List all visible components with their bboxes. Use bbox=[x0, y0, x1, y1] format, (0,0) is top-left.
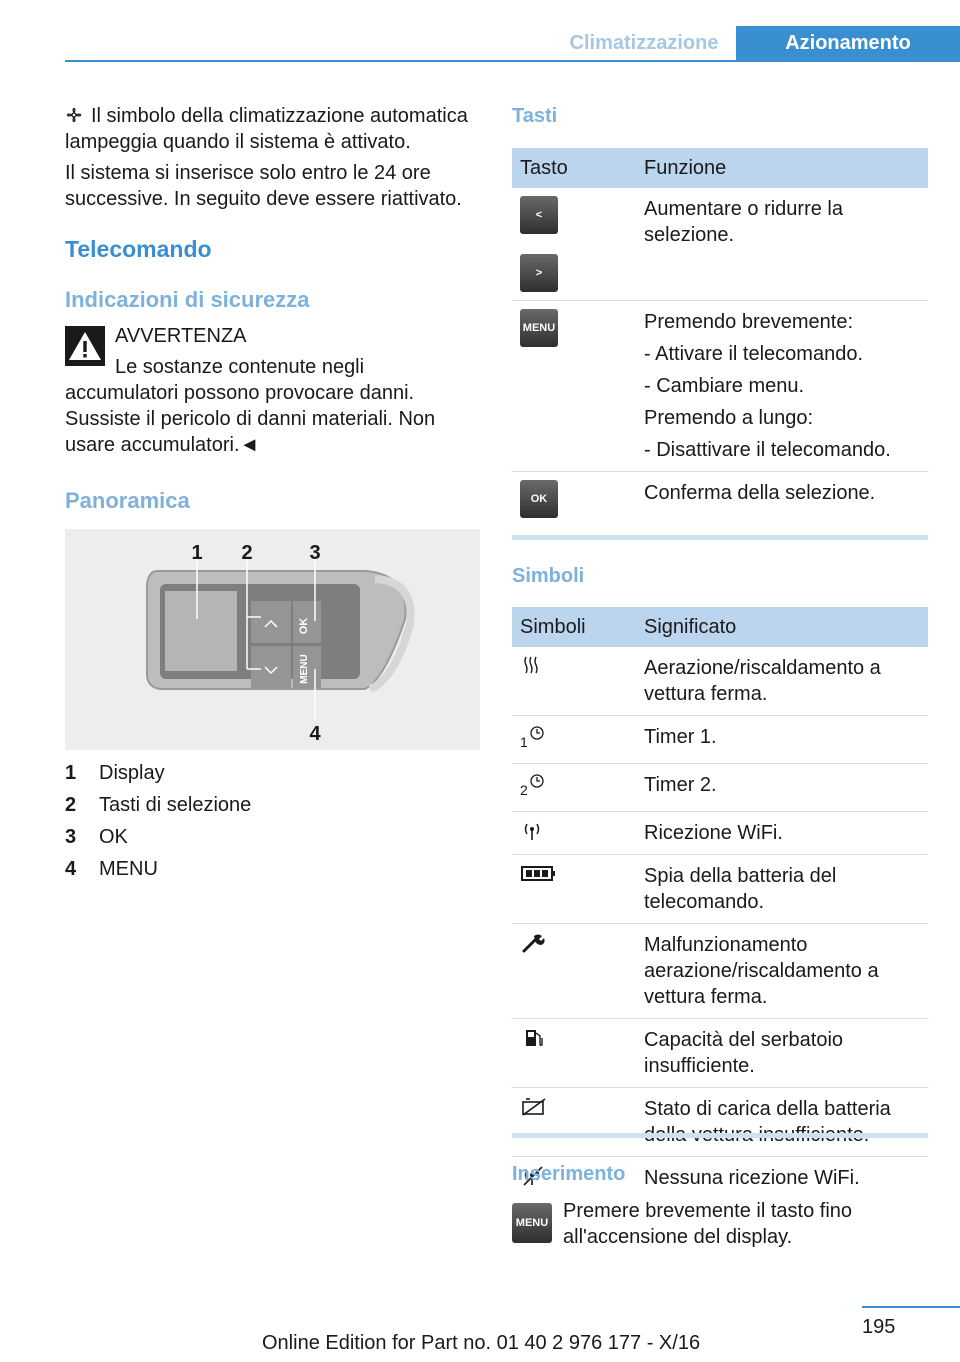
legend-item: 2 Tasti di selezione bbox=[65, 794, 252, 816]
left-arrow-key-icon: < bbox=[520, 196, 558, 234]
symbol-meaning: Ricezione WiFi. bbox=[636, 812, 928, 855]
symbol-meaning: Spia della batteria del telecomando. bbox=[636, 855, 928, 924]
table-row bbox=[512, 764, 928, 812]
heading-keys: Tasti bbox=[512, 105, 558, 127]
symbols-table bbox=[512, 607, 928, 1199]
function-text: Aumentare o ridurre la selezione. bbox=[644, 198, 843, 246]
remote-battery-icon bbox=[520, 863, 558, 885]
column-header-symbols: Simboli bbox=[512, 607, 636, 647]
table-row bbox=[512, 812, 928, 855]
right-arrow-key-icon: > bbox=[520, 254, 558, 292]
fan-icon bbox=[65, 106, 83, 124]
table-row bbox=[512, 188, 928, 301]
column-header-meaning: Significato bbox=[636, 607, 928, 647]
legend-item: 3 OK bbox=[65, 826, 128, 848]
table-row bbox=[512, 647, 928, 716]
function-text: - Disattivare il telecomando. bbox=[644, 439, 891, 461]
ventilation-heating-icon bbox=[520, 655, 548, 677]
column-header-function: Funzione bbox=[636, 148, 928, 188]
table-end-rule bbox=[512, 535, 928, 540]
table-row bbox=[512, 855, 928, 924]
chapter-title: Azionamento bbox=[736, 26, 960, 60]
header-rule bbox=[65, 60, 960, 62]
activation-paragraph: Il sistema si inserisce solo entro le 24 ore successive. In seguito deve essere riattivato. bbox=[65, 162, 462, 210]
legend-item: 4 MENU bbox=[65, 858, 158, 880]
timer-number: 2 bbox=[520, 782, 528, 798]
page-number: 195 bbox=[862, 1316, 896, 1338]
table-header-row bbox=[512, 607, 928, 647]
heading-overview: Panoramica bbox=[65, 488, 190, 513]
function-text: - Attivare il telecomando. bbox=[644, 343, 863, 365]
function-text: Premendo a lungo: bbox=[644, 407, 814, 429]
table-row bbox=[512, 1019, 928, 1088]
symbol-meaning: Capacità del serbatoio insufficiente. bbox=[636, 1019, 928, 1088]
symbol-meaning: Aerazione/riscaldamento a vettura ferma. bbox=[636, 647, 928, 716]
table-row bbox=[512, 1088, 928, 1157]
function-text: - Cambiare menu. bbox=[644, 375, 805, 397]
fuel-pump-icon bbox=[520, 1027, 548, 1049]
figure-menu-key: MENU bbox=[299, 654, 310, 684]
heading-insert: Inserimento bbox=[512, 1163, 626, 1185]
menu-key-icon: MENU bbox=[520, 309, 558, 347]
table-row bbox=[512, 301, 928, 472]
column-header-key: Tasto bbox=[512, 148, 636, 188]
heading-remote: Telecomando bbox=[65, 236, 212, 262]
timer-number: 1 bbox=[520, 734, 528, 750]
callout-3: 3 bbox=[309, 542, 321, 564]
function-text: Premendo brevemente: bbox=[644, 311, 854, 333]
symbol-meaning: Malfunzionamento aerazione/riscaldamento a vettura ferma. bbox=[636, 924, 928, 1019]
heading-symbols: Simboli bbox=[512, 565, 585, 587]
auto-climate-paragraph: Il simbolo della climatizzazione automatica lampeggia quando il sistema è attivato. bbox=[65, 105, 468, 153]
timer-2-icon bbox=[528, 772, 546, 790]
remote-control-figure bbox=[65, 529, 480, 750]
insert-instruction: Premere brevemente il tasto fino all'accensione del display. bbox=[563, 1200, 853, 1248]
keys-table bbox=[512, 148, 928, 526]
menu-key-icon: MENU bbox=[512, 1203, 552, 1243]
table-header-row bbox=[512, 148, 928, 188]
callout-1: 1 bbox=[191, 542, 203, 564]
table-row bbox=[512, 472, 928, 527]
ok-key-icon: OK bbox=[520, 480, 558, 518]
symbol-meaning: Stato di carica della batteria bbox=[636, 1088, 928, 1157]
section-title: Climatizzazione bbox=[560, 26, 728, 60]
legend-item: 1 Display bbox=[65, 762, 165, 784]
symbol-meaning: Nessuna ricezione WiFi. bbox=[644, 1167, 860, 1189]
remote-control-illustration bbox=[65, 529, 480, 750]
symbol-meaning: Timer 1. bbox=[636, 716, 928, 764]
warning-title: AVVERTENZA bbox=[115, 325, 247, 347]
footer-rule bbox=[862, 1306, 960, 1308]
edition-footer: Online Edition for Part no. 01 40 2 976 177 - X/16 bbox=[262, 1332, 701, 1354]
low-battery-icon bbox=[520, 1096, 548, 1118]
table-row bbox=[512, 716, 928, 764]
warning-text: Le sostanze contenute negli accumulatori possono provocare danni. Sussiste il pericolo di danni materiali. Non usare accumulatori.◄ bbox=[65, 356, 436, 456]
function-text: Conferma della selezione. bbox=[644, 482, 876, 504]
callout-4: 4 bbox=[309, 723, 321, 745]
symbol-meaning: Timer 2. bbox=[636, 764, 928, 812]
callout-2: 2 bbox=[241, 542, 253, 564]
wifi-reception-icon bbox=[520, 820, 548, 842]
table-row bbox=[512, 924, 928, 1019]
heading-safety: Indicazioni di sicurezza bbox=[65, 287, 310, 312]
wrench-icon bbox=[520, 932, 548, 954]
table-end-rule bbox=[512, 1133, 928, 1138]
figure-legend bbox=[65, 762, 251, 890]
figure-ok-key: OK bbox=[298, 617, 310, 635]
timer-1-icon bbox=[528, 724, 546, 742]
